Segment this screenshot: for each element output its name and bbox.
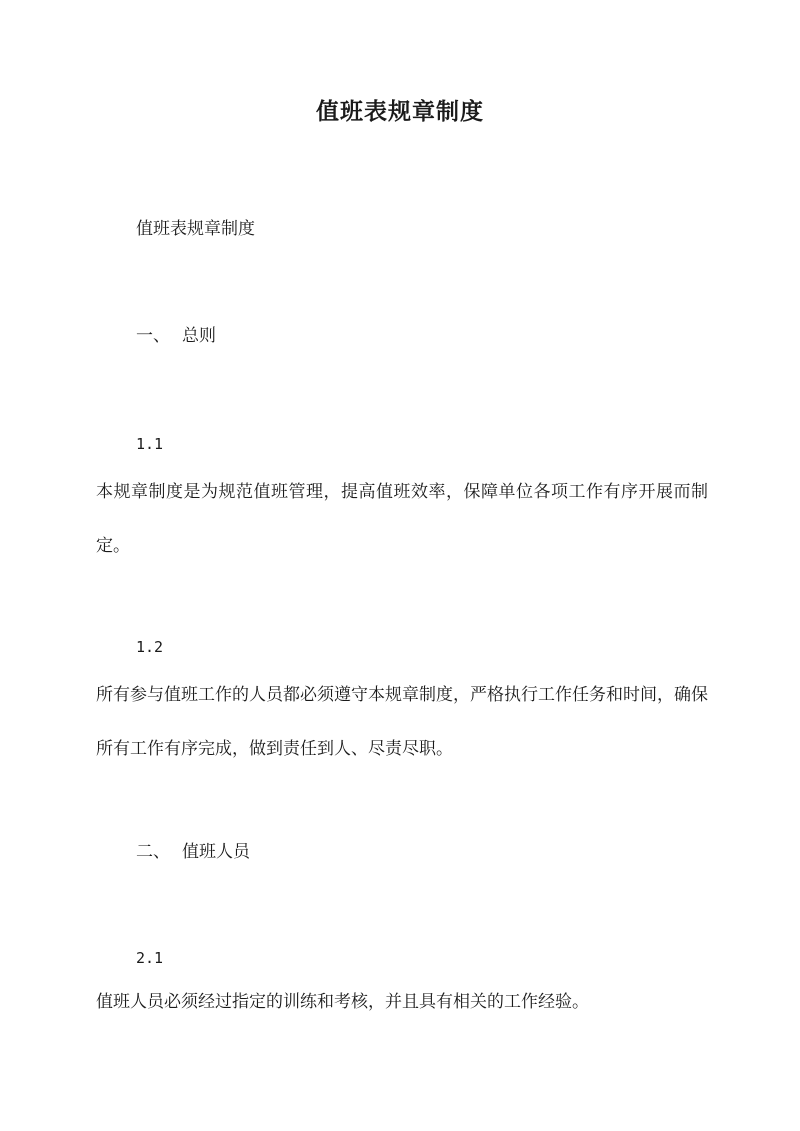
section-title: 值班人员 (182, 842, 250, 862)
section-title: 总则 (182, 326, 216, 346)
clause-number: 2.1 (136, 949, 164, 967)
document-title: 值班表规章制度 (316, 98, 484, 125)
clause-text: 值班人员必须经过指定的训练和考核，并且具有相关的工作经验。 (96, 992, 589, 1012)
clause-text: 所有参与值班工作的人员都必须遵守本规章制度，严格执行工作任务和时间，确保所有工作有序完成，做到责任到人、尽责尽职。 (96, 685, 708, 759)
clause-text: 本规章制度是为规范值班管理，提高值班效率，保障单位各项工作有序开展而制定。 (96, 482, 708, 556)
section-heading-2 (136, 839, 250, 865)
document-subtitle: 值班表规章制度 (136, 219, 255, 239)
section-marker: 二、 (136, 842, 170, 862)
section-marker: 一、 (136, 326, 170, 346)
section-heading-1 (136, 323, 216, 349)
clause-number: 1.2 (136, 638, 164, 656)
clause-number: 1.1 (136, 435, 164, 453)
